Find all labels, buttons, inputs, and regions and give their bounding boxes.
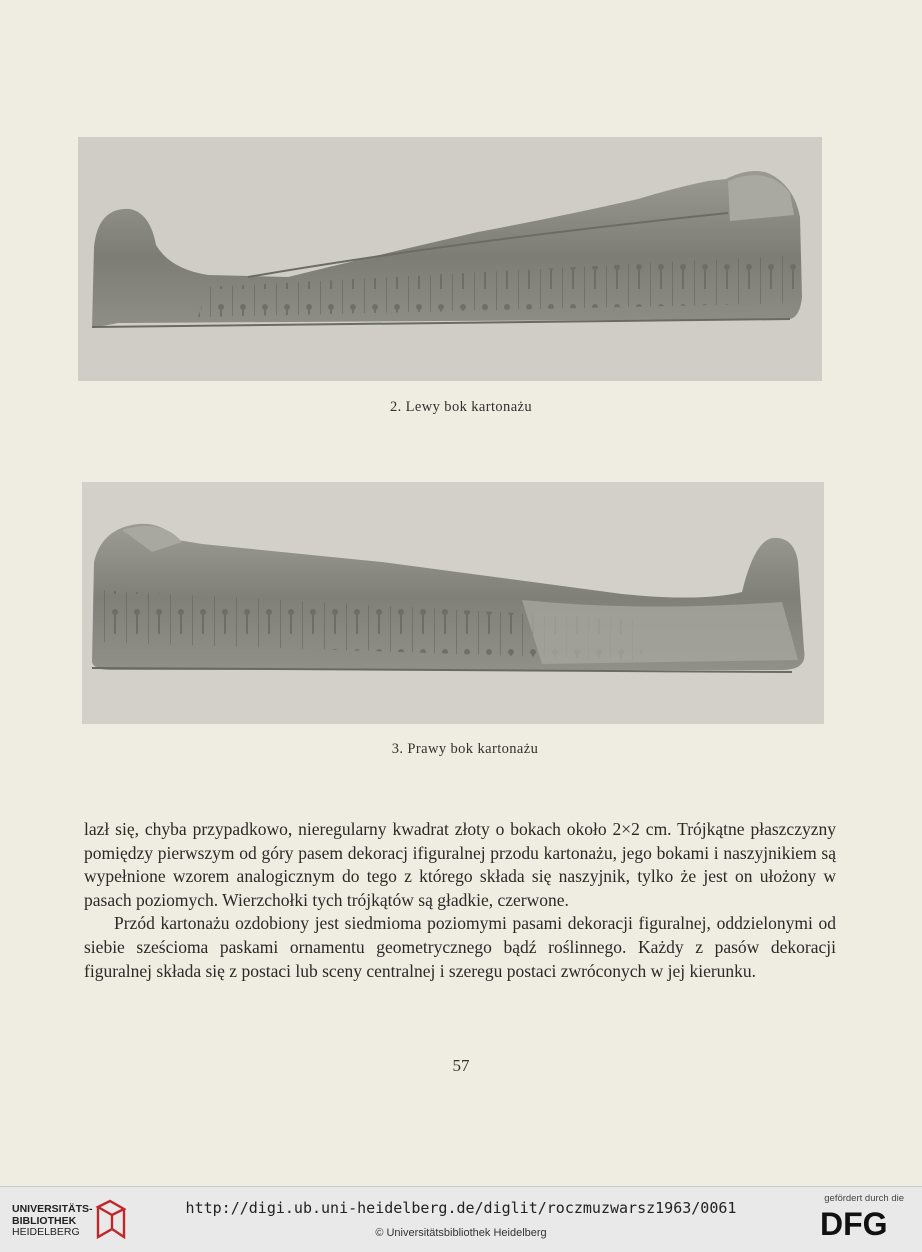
funding-label: gefördert durch die: [824, 1193, 904, 1204]
copyright-notice: © Universitätsbibliothek Heidelberg: [375, 1227, 547, 1239]
cartonnage-right-side-photo: [82, 482, 824, 724]
paragraph-1: lazł się, chyba przypadkowo, nieregularny kwadrat złoty o bokach około 2×2 cm. Trójkątne płaszczyzny pomiędzy pierwszym od góry pasem dekoracj ifiguralnej przodu kartonażu, jego bokami i naszyjnikiem są wypełnione wzorem analogicznym do tego z którego składa się naszyjnik, tylko że jest on ułożony w pasach poziomych. Wierzchołki tych trójkątów są gładkie, czerwone.: [84, 819, 836, 910]
library-name-line-3: HEIDELBERG: [12, 1226, 80, 1238]
figure-caption-3: 3. Prawy bok kartonażu: [391, 741, 539, 757]
footer-bar: [0, 1186, 922, 1252]
body-text: [84, 818, 836, 983]
library-name-line-2: BIBLIOTHEK: [12, 1214, 77, 1227]
cartonnage-left-side-photo: [78, 137, 822, 381]
figure-caption-2: 2. Lewy bok kartonażu: [389, 399, 533, 415]
figure-photo-left-side: [78, 137, 822, 381]
figure-photo-right-side: [82, 482, 824, 724]
paragraph-2: Przód kartonażu ozdobiony jest siedmioma poziomymi pasami dekoracji figuralnej, oddzielonymi od siebie sześcioma paskami ornamentu geometrycznego bądź roślinnego. Każdy z pasów dekoracji figuralnej składa się z postaci lub sceny centralnej i szeregu postaci zwróconych w jej kierunku.: [84, 913, 836, 981]
page-number: 57: [452, 1056, 470, 1075]
dfg-logo-icon: [818, 1205, 908, 1241]
dfg-logo-text: DFG: [820, 1206, 888, 1241]
library-name-line-1: UNIVERSITÄTS-: [12, 1203, 93, 1215]
document-url-link[interactable]: http://digi.ub.uni-heidelberg.de/diglit/roczmuzwarsz1963/0061: [185, 1199, 737, 1217]
